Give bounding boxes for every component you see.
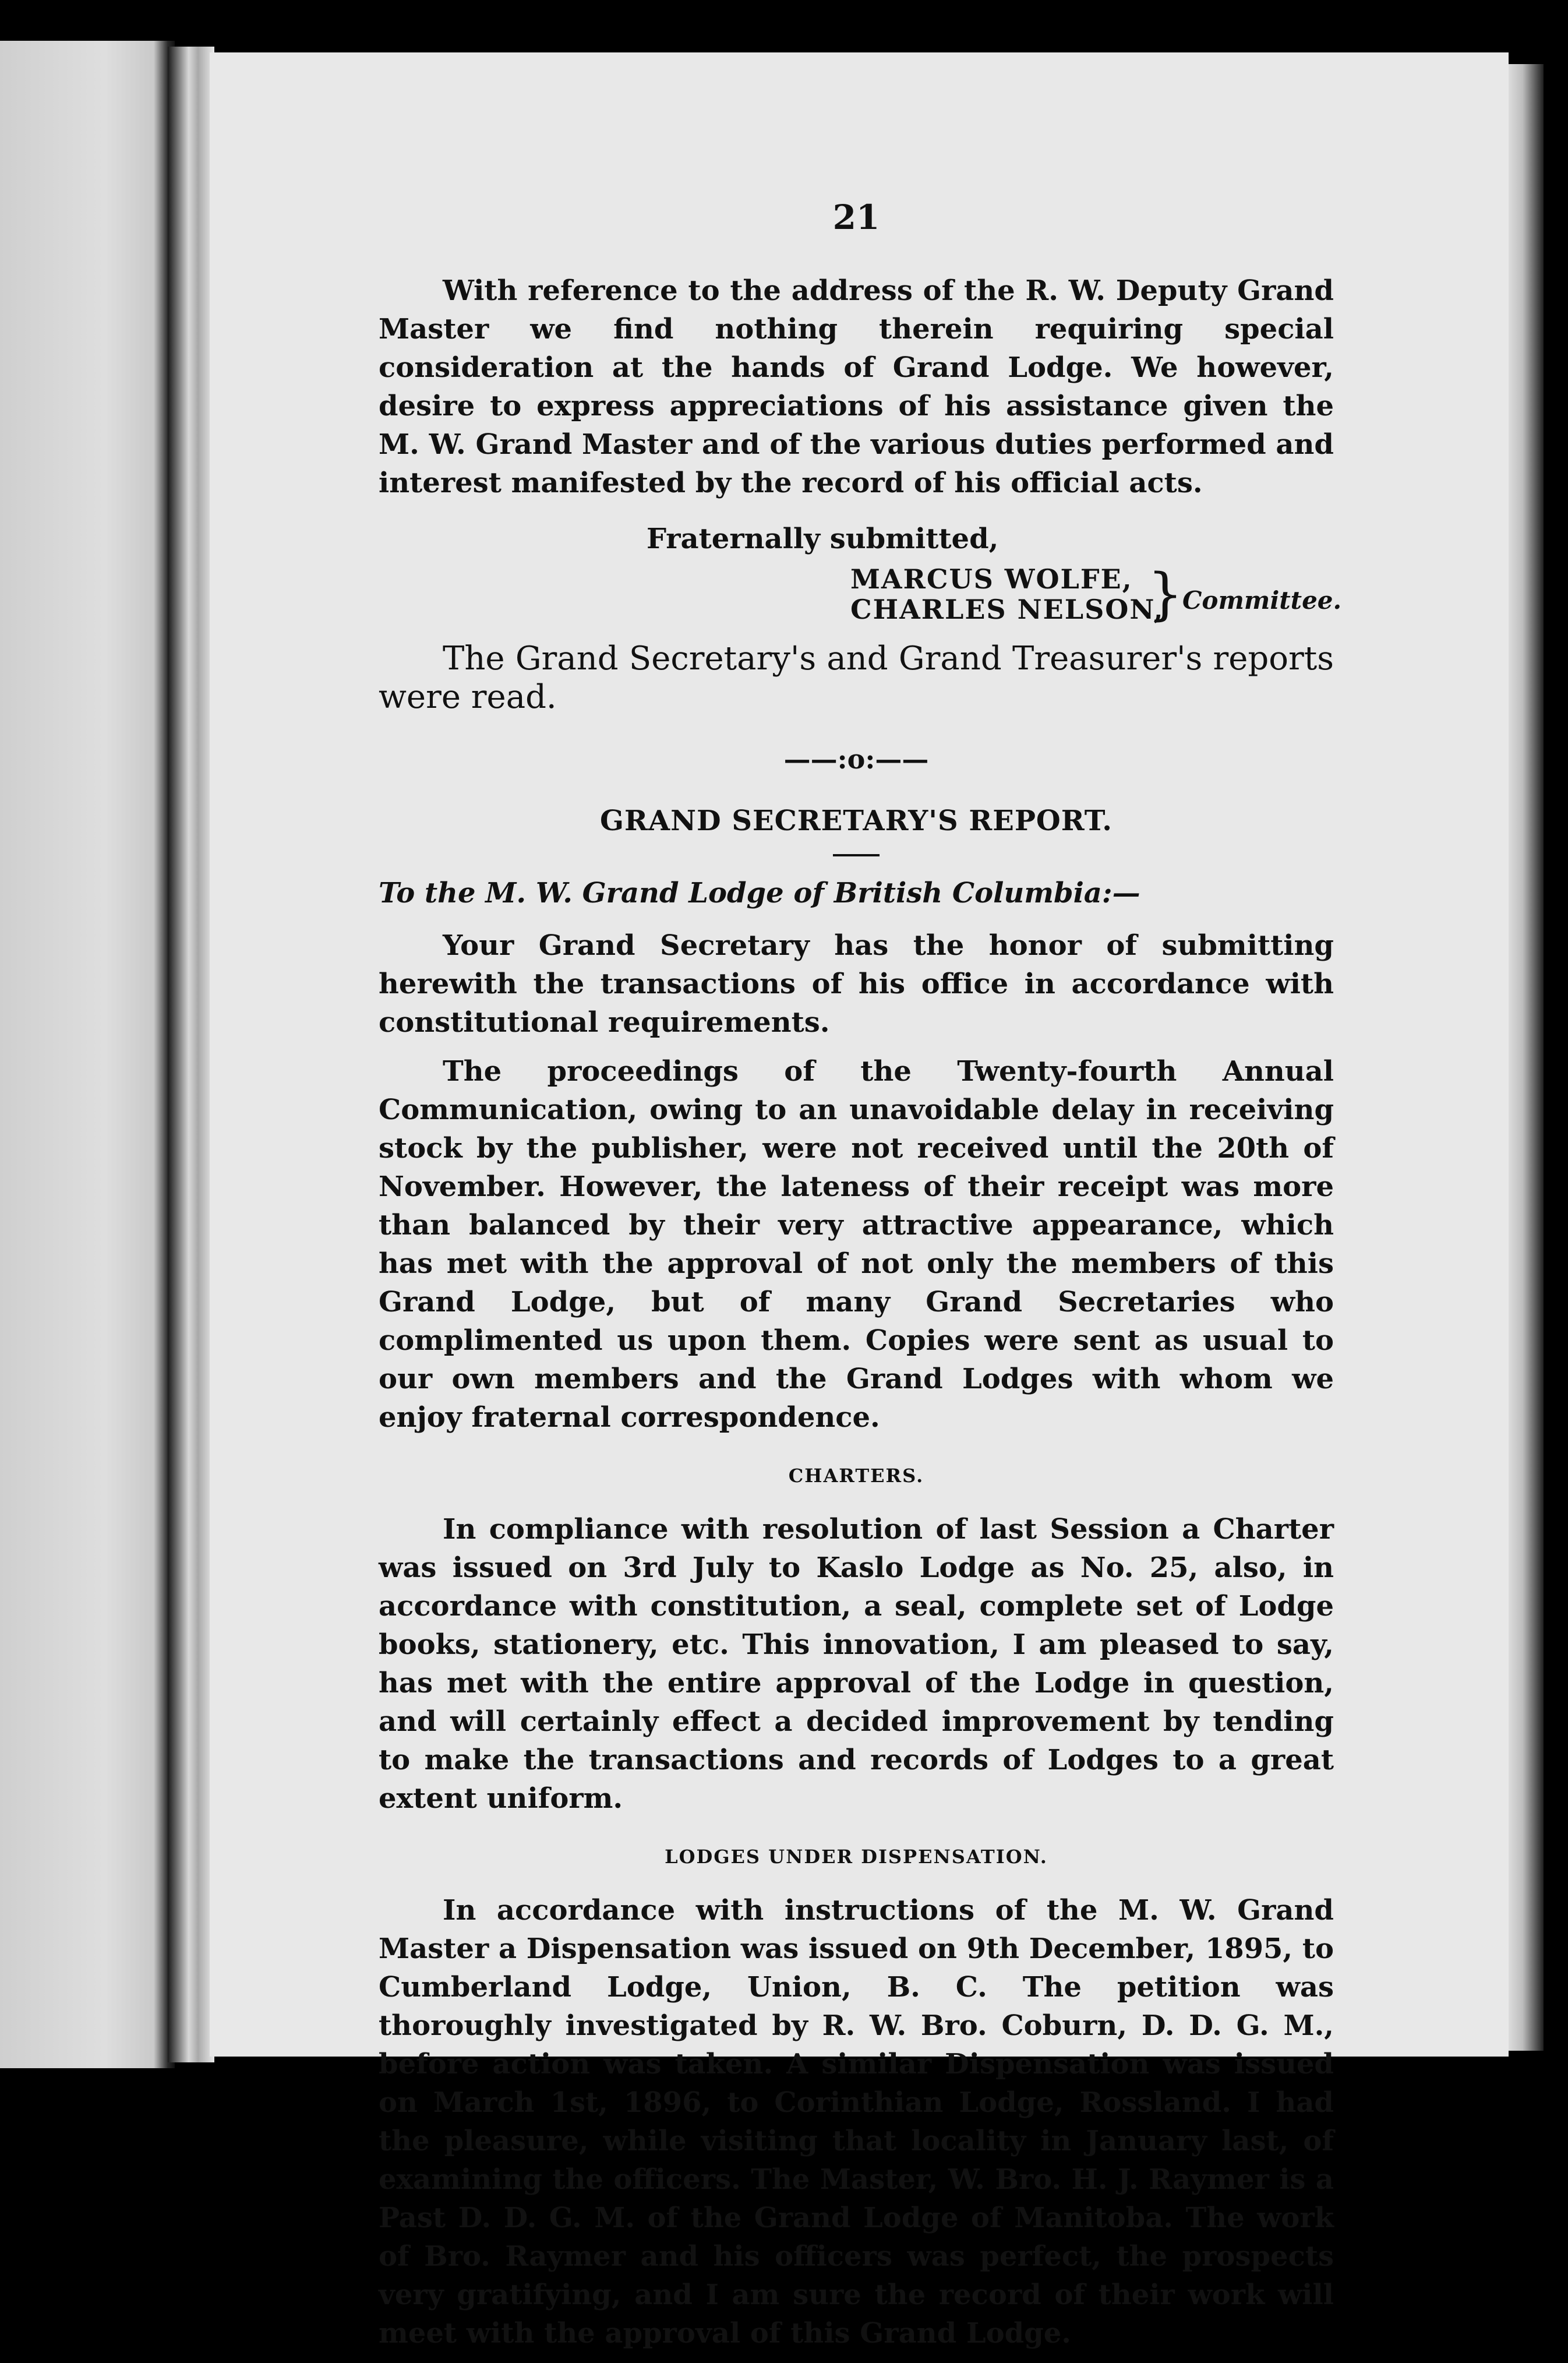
body-paragraph: The proceedings of the Twenty-fourth Annual Communication, owing to an unavoidable delay in receiving stock by the publisher, were not received until the 20th of November. However, the lateness of their receipt was more than balanced by their very attractive appearance, which has met with the approval of not only the members of this Grand Lodge, but of many Grand Secretaries who complimented us upon them. Copies were sent as usual to our own members and the Grand Lodges with whom we enjoy fraternal correspondence. — [379, 1055, 1334, 1434]
page-number: 21 — [832, 197, 880, 237]
reports-read-paragraph: The Grand Secretary's and Grand Treasurer's reports were read. — [379, 640, 1334, 716]
page-right-edge — [1509, 64, 1544, 2051]
book-gutter — [168, 47, 214, 2062]
brace-glyph: } — [1147, 562, 1184, 627]
report-title: GRAND SECRETARY'S REPORT. — [599, 805, 1113, 837]
left-facing-page — [0, 41, 175, 2068]
dispensation-paragraph: In accordance with instructions of the M. W. Grand Master a Dispensation was issued on 9th December, 1895, to Cumberland Lodge, Union, B. C. The petition was thoroughly investigated by R. W. Bro. Coburn, D. D. G. M., before action was taken. A similar Dispensation was issued on March 1st, 1896, to Corinthian Lodge, Rossland. I had the pleasure, while visiting that locality in January last, of examining the officers. The Master, W. Bro. H. J. Raymer is a Past D. D. G. M. of the Grand Lodge of Manitoba. The work of Bro. Raymer and his officers was perfect, the prospects very gratifying, and I am sure the record of their work will meet with the approval of this Grand Lodge. — [379, 1894, 1334, 2350]
page-content — [379, 197, 1342, 2363]
dispensation-heading: LODGES UNDER DISPENSATION. — [665, 1846, 1048, 1868]
committee-member-name: MARCUS WOLFE, — [850, 563, 1133, 595]
title-rule — [833, 854, 880, 856]
committee-signature — [850, 562, 1342, 628]
intro-paragraph: With reference to the address of the R. W. Deputy Grand Master we find nothing therein requiring special consideration at the hands of Grand Lodge. We however, desire to express appreciations of his assistance given the M. W. Grand Master and of the various duties performed and interest manifested by the record of his official acts. — [379, 274, 1334, 499]
committee-label: Committee. — [1182, 586, 1342, 615]
section-divider: ——:o:—— — [783, 743, 929, 775]
body-paragraph: Your Grand Secretary has the honor of submitting herewith the transactions of his office in accordance with constitutional requirements. — [379, 929, 1334, 1039]
charters-heading: CHARTERS. — [788, 1465, 924, 1487]
committee-member-name: CHARLES NELSON, — [850, 594, 1164, 625]
closing-line: Fraternally submitted, — [647, 523, 999, 555]
salutation: To the M. W. Grand Lodge of British Columbia:— — [379, 877, 1140, 909]
charters-paragraph: In compliance with resolution of last Session a Charter was issued on 3rd July to Kaslo Lodge as No. 25, also, in accordance with constitution, a seal, complete set of Lodge books, stationery, etc. This innovation, I am pleased to say, has met with the entire approval of the Lodge in question, and will certainly effect a decided improvement by tending to make the transactions and records of Lodges to a great extent uniform. — [379, 1513, 1334, 1815]
